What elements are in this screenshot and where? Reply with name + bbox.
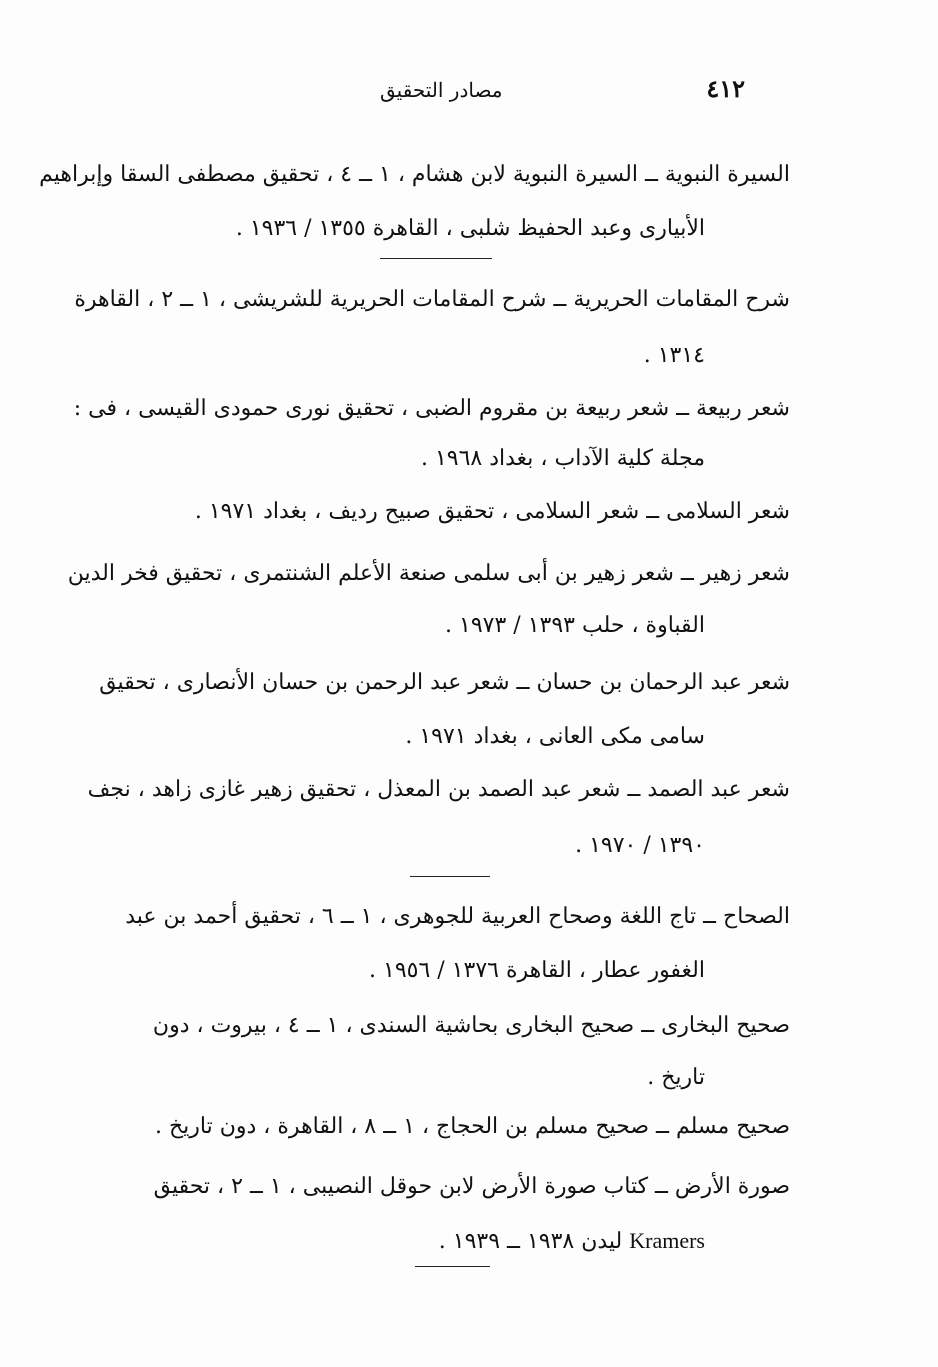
entry-line: شعر عبد الرحمان بن حسان ــ شعر عبد الرحمن بن حسان الأنصارى ، تحقيق — [99, 670, 790, 695]
entry-continuation: ١٣٩٠ / ١٩٧٠ . — [575, 833, 705, 858]
entry-line: صحيح مسلم ــ صحيح مسلم بن الحجاج ، ١ ــ ٨ ، القاهرة ، دون تاريخ . — [154, 1114, 790, 1139]
running-title: مصادر التحقيق — [380, 78, 503, 102]
separator-line — [415, 1266, 490, 1267]
entry-continuation: الأبيارى وعبد الحفيظ شلبى ، القاهرة ١٣٥٥ / ١٩٣٦ . — [235, 216, 705, 241]
bibliography-entry — [87, 762, 790, 874]
entry-line: السيرة النبوية ــ السيرة النبوية لابن هشام ، ١ ــ ٤ ، تحقيق مصطفى السقا وإبراهيم — [39, 162, 790, 187]
entry-line: شعر زهير ــ شعر زهير بن أبى سلمى صنعة الأعلم الشنتمرى ، تحقيق فخر الدين — [67, 561, 790, 586]
entry-line: شعر السلامى ــ شعر السلامى ، تحقيق صبيح رديف ، بغداد ١٩٧١ . — [194, 499, 790, 524]
entry-line: صحيح البخارى ــ صحيح البخارى بحاشية السندى ، ١ ــ ٤ ، بيروت ، دون — [152, 1013, 790, 1038]
entry-line: شعر عبد الصمد ــ شعر عبد الصمد بن المعذل ، تحقيق زهير غازى زاهد ، نجف — [87, 777, 790, 802]
bibliography-entry — [100, 494, 790, 530]
entry-continuation — [100, 1214, 790, 1269]
entry-line: صورة الأرض ــ كتاب صورة الأرض لابن حوقل النصيبى ، ١ ــ ٢ ، تحقيق — [153, 1174, 790, 1199]
page-number: ٤١٢ — [706, 74, 745, 103]
entry-line: شرح المقامات الحريرية ــ شرح المقامات الحريرية للشريشى ، ١ ــ ٢ ، القاهرة — [74, 287, 790, 312]
entry-line: شعر ربيعة ــ شعر ربيعة بن مقروم الضبى ، تحقيق نورى حمودى القيسى ، فى : — [73, 396, 790, 421]
entry-continuation: القباوة ، حلب ١٣٩٣ / ١٩٧٣ . — [445, 613, 705, 638]
page-header — [380, 74, 745, 110]
bibliography-entry — [100, 656, 790, 764]
bibliography-entry — [74, 272, 790, 384]
entry-continuation: ١٣١٤ . — [643, 343, 705, 368]
entry-line: الصحاح ــ تاج اللغة وصحاح العربية للجوهرى ، ١ ــ ٦ ، تحقيق أحمد بن عبد — [125, 904, 790, 929]
bibliography-entry — [100, 1000, 790, 1104]
latin-editor-name: Kramers — [629, 1228, 705, 1253]
separator-line — [410, 876, 490, 877]
bibliography-entry — [100, 890, 790, 998]
bibliography-entry — [67, 548, 790, 652]
bibliography-entry — [100, 1108, 790, 1146]
bibliography-entry — [39, 148, 790, 256]
separator-line — [380, 258, 492, 259]
entry-continuation-text: ليدن ١٩٣٨ ــ ١٩٣٩ . — [438, 1229, 623, 1254]
entry-continuation: الغفور عطار ، القاهرة ١٣٧٦ / ١٩٥٦ . — [369, 958, 705, 983]
bibliography-entry — [100, 1160, 790, 1269]
entry-continuation: مجلة كلية الآداب ، بغداد ١٩٦٨ . — [420, 446, 705, 471]
bibliography-entry — [73, 384, 790, 484]
entry-continuation: تاريخ . — [647, 1065, 705, 1090]
entry-continuation: سامى مكى العانى ، بغداد ١٩٧١ . — [405, 724, 705, 749]
